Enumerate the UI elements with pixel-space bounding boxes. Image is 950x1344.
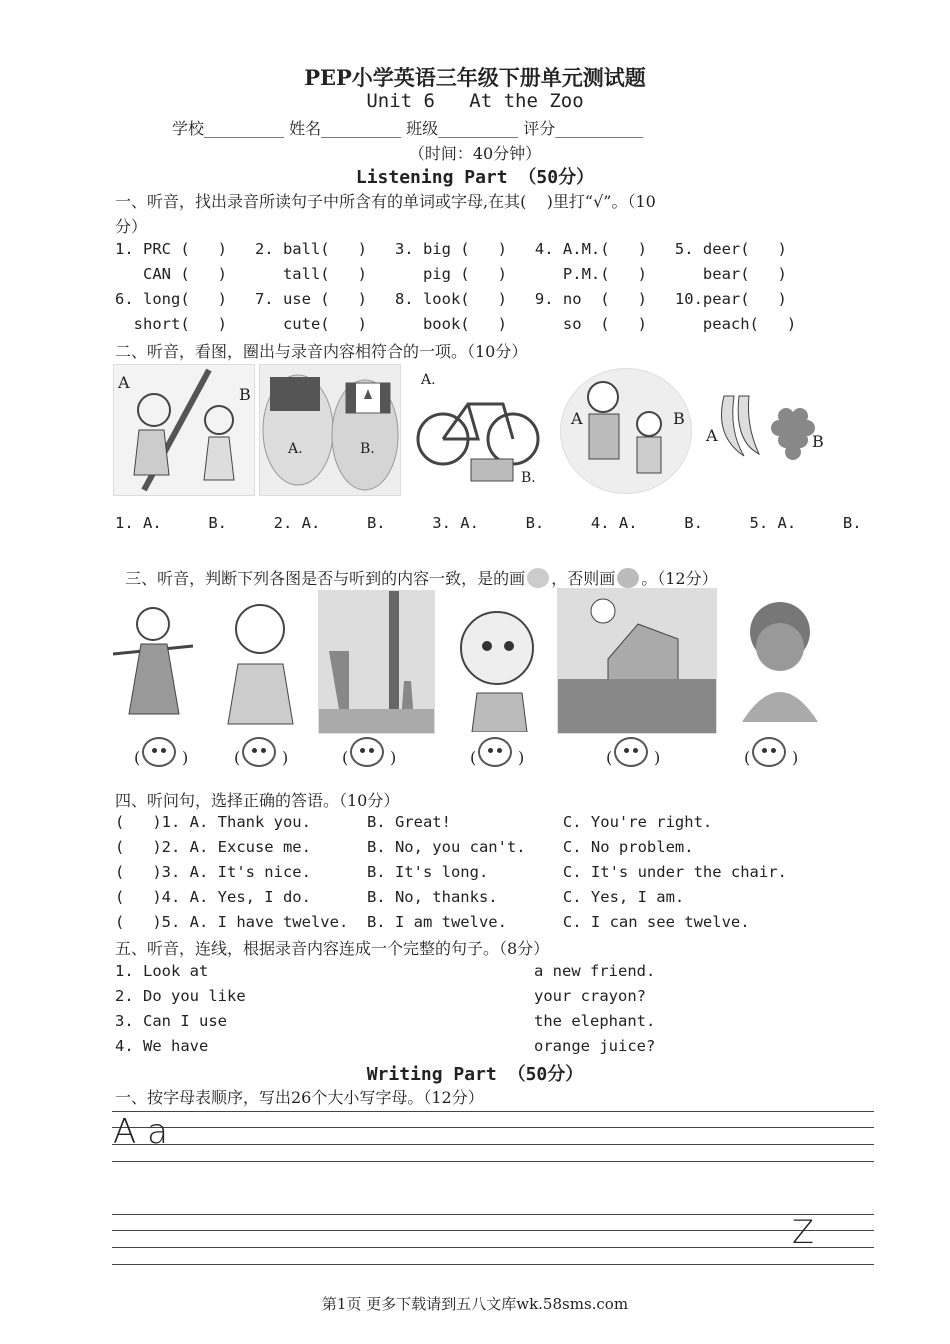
- q4-row-3[interactable]: ( )3. A. It's nice. B. It's long. C. It's under the chair.: [115, 863, 787, 881]
- picture-girls-measuring: [113, 364, 255, 496]
- q4-row-5[interactable]: ( )5. A. I have twelve. B. I am twelve. C. I can see twelve.: [115, 913, 750, 931]
- blank-face-icon[interactable]: [752, 737, 786, 767]
- q5-right-2[interactable]: your crayon?: [534, 987, 646, 1005]
- q1-prompt-line2: 分）: [115, 217, 148, 236]
- blank-face-icon[interactable]: [142, 737, 176, 767]
- pic-label-b: B: [812, 432, 824, 451]
- page-footer: 第1页 更多下载请到五八文库wk.58sms.com: [321, 1295, 629, 1313]
- q1-row-1: 1. PRC ( ) 2. ball( ) 3. big ( ) 4. A.M.( ) 5. deer( ): [115, 240, 787, 258]
- q5-right-4[interactable]: orange juice?: [534, 1037, 656, 1055]
- pic-label-a: A: [571, 409, 583, 428]
- q1-row-4: short( ) cute( ) book( ) so ( ) peach( ): [115, 315, 797, 333]
- q5-right-1[interactable]: a new friend.: [534, 962, 656, 980]
- picture-fruits: [704, 366, 826, 492]
- q4-prompt: 四、听问句，选择正确的答语。（10分）: [115, 791, 400, 810]
- pic-label-a: A.: [421, 372, 436, 388]
- writing-q1-prompt: 一、按字母表顺序，写出26个大小写字母。（12分）: [115, 1088, 484, 1107]
- picture-flag-balloons: [259, 364, 401, 496]
- picture-girl-clapping: [208, 594, 306, 732]
- q5-left-2[interactable]: 2. Do you like: [115, 987, 246, 1005]
- student-info-fields[interactable]: 学校__________ 姓名__________ 班级__________ 评分___________: [172, 119, 644, 138]
- q5-left-1[interactable]: 1. Look at: [115, 962, 209, 980]
- picture-girl-with-bow: [447, 598, 551, 732]
- q2-answer-options: 1. A. B. 2. A. B. 3. A. B. 4. A. B. 5. A. B.: [115, 514, 862, 532]
- picture-school-house: [557, 588, 717, 734]
- blank-face-icon[interactable]: [350, 737, 384, 767]
- q1-row-2: CAN ( ) tall( ) pig ( ) P.M.( ) bear( ): [115, 265, 787, 283]
- q3-prompt: 三、听音，判断下列各图是否与听到的内容一致，是的画 ，否则画 。（12分）: [125, 569, 718, 588]
- picture-two-boys: [560, 368, 692, 494]
- q5-prompt: 五、听音，连线，根据录音内容连成一个完整的句子。（8分）: [115, 939, 550, 958]
- start-letters: A a: [113, 1112, 168, 1152]
- q4-row-1[interactable]: ( )1. A. Thank you. B. Great! C. You're right.: [115, 813, 713, 831]
- blank-face-icon[interactable]: [614, 737, 648, 767]
- unit-title: Unit 6 At the Zoo: [366, 90, 584, 112]
- blank-face-icon[interactable]: [242, 737, 276, 767]
- q2-prompt: 二、听音，看图，圈出与录音内容相符合的一项。（10分）: [115, 342, 528, 361]
- pic-label-a: A.: [288, 441, 303, 457]
- q5-left-3[interactable]: 3. Can I use: [115, 1012, 227, 1030]
- picture-girl-pointing: [113, 594, 195, 732]
- writing-heading: Writing Part （50分）: [366, 1064, 584, 1085]
- time-limit: （时间：40分钟）: [408, 144, 542, 163]
- q1-prompt-line1: 一、听音，找出录音所读句子中所含有的单词或字母,在其( )里打“√”。（10: [115, 192, 656, 211]
- q5-right-3[interactable]: the elephant.: [534, 1012, 656, 1030]
- pic-label-b: B.: [360, 441, 375, 457]
- smiley-face-icon: [527, 568, 549, 588]
- sad-face-icon: [617, 568, 639, 588]
- q1-row-3: 6. long( ) 7. use ( ) 8. look( ) 9. no ( ) 10.pear( ): [115, 290, 787, 308]
- pic-label-b: B.: [521, 470, 536, 486]
- q4-row-2[interactable]: ( )2. A. Excuse me. B. No, you can't. C. No problem.: [115, 838, 694, 856]
- pic-label-a: A: [118, 373, 130, 392]
- picture-boy-sitting: [732, 592, 826, 732]
- picture-bike-bus: [413, 364, 543, 494]
- pic-label-a: A: [706, 426, 718, 445]
- blank-face-icon[interactable]: [478, 737, 512, 767]
- end-letter: Z: [792, 1213, 814, 1251]
- page-title: PEP小学英语三年级下册单元测试题: [304, 65, 646, 90]
- listening-heading: Listening Part （50分）: [355, 167, 595, 188]
- q5-left-4[interactable]: 4. We have: [115, 1037, 209, 1055]
- q4-row-4[interactable]: ( )4. A. Yes, I do. B. No, thanks. C. Yes, I am.: [115, 888, 685, 906]
- pic-label-b: B: [239, 385, 251, 404]
- pic-label-b: B: [673, 409, 685, 428]
- picture-giraffes-trees: [318, 590, 435, 734]
